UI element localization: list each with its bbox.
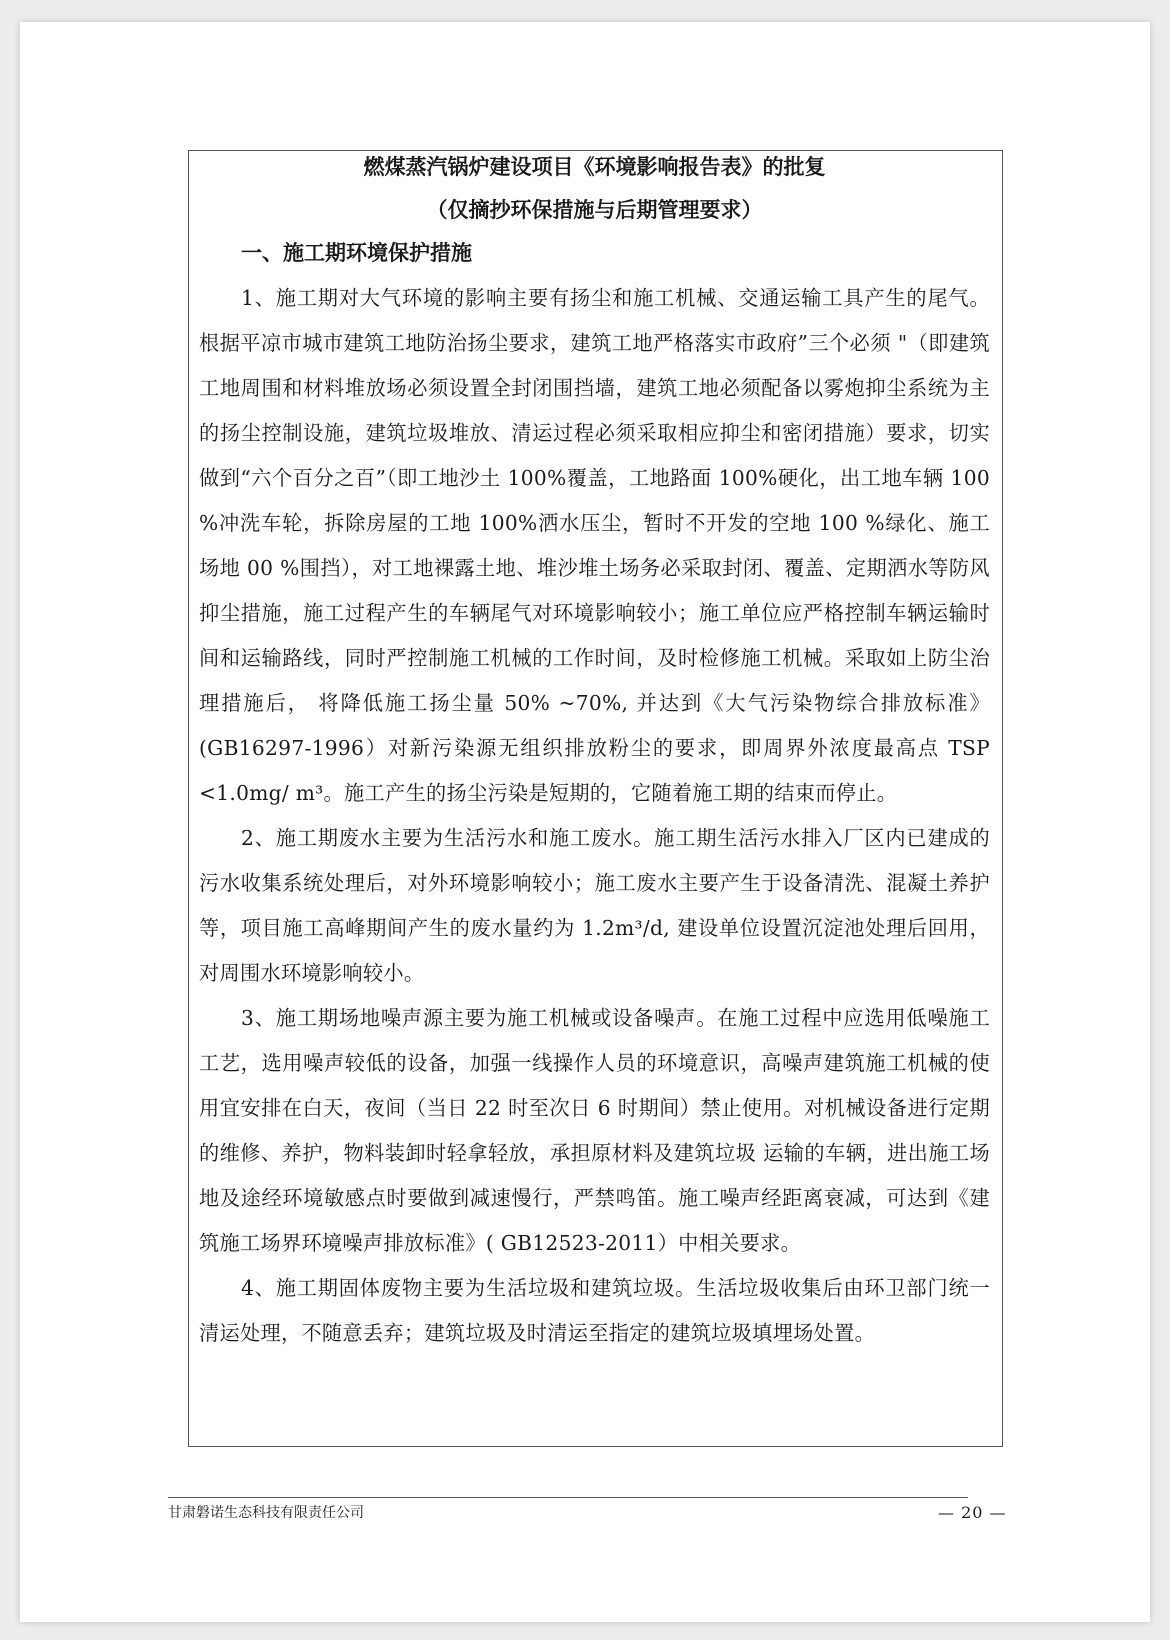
document-page: [20, 22, 1150, 1622]
paragraph-4: 4、施工期固体废物主要为生活垃圾和建筑垃圾。生活垃圾收集后由环卫部门统一清运处理，不随意丢弃；建筑垃圾及时清运至指定的建筑垃圾填埋场处置。: [199, 1276, 990, 1345]
paragraph-1: 1、施工期对大气环境的影响主要有扬尘和施工机械、交通运输工具产生的尾气。根据平凉市城市建筑工地防治扬尘要求，建筑工地严格落实市政府”三个必须 "（即建筑工地周围和材料堆放场必须设置全封闭围挡墙，建筑工地必须配备以雾炮抑尘系统为主的扬尘控制设施，建筑垃圾堆放、清运过程必须采取相应抑尘和密闭措施）要求，切实做到“六个百分之百”（即工地沙土 100%覆盖，工地路面 100%硬化，出工地车辆 100 %冲洗车轮，拆除房屋的工地 100%洒水压尘，暂时不开发的空地 100 %绿化、施工场地 00 %围挡），对工地裸露土地、堆沙堆土场务必采取封闭、覆盖、定期洒水等防风抑尘措施，施工过程产生的车辆尾气对环境影响较小；施工单位应严格控制车辆运输时间和运输路线，同时严控制施工机械的工作时间，及时检修施工机械。采取如上防尘治理措施后， 将降低施工扬尘量 50% ~70%, 并达到《大气污染物综合排放标准》(GB16297-1996）对新污染源无组织排放粉尘的要求，即周界外浓度最高点 TSP <1.0mg/ m³。施工产生的扬尘污染是短期的，它随着施工期的结束而停止。: [199, 286, 990, 805]
content-frame: [188, 150, 1003, 1447]
document-subtitle: （仅摘抄环保措施与后期管理要求）: [426, 197, 763, 222]
footer-divider: [168, 1497, 968, 1498]
paragraph-3: 3、施工期场地噪声源主要为施工机械或设备噪声。在施工过程中应选用低噪施工工艺，选用噪声较低的设备，加强一线操作人员的环境意识，高噪声建筑施工机械的使用宜安排在白天，夜间（当日 22 时至次日 6 时期间）禁止使用。对机械设备进行定期的维修、养护，物料装卸时轻拿轻放，承担原材料及建筑垃圾 运输的车辆，进出施工场地及途经环境敏感点时要做到减速慢行，严禁鸣笛。施工噪声经距离衰减，可达到《建筑施工场界环境噪声排放标准》( GB12523-2011）中相关要求。: [199, 1006, 990, 1255]
section-heading: 一、施工期环境保护措施: [241, 240, 472, 265]
document-title: 燃煤蒸汽锅炉建设项目《环境影响报告表》的批复: [363, 154, 826, 179]
page-number: — 20 —: [938, 1503, 1007, 1522]
footer-company: 甘肃磐诺生态科技有限责任公司: [168, 1505, 364, 1521]
paragraph-2: 2、施工期废水主要为生活污水和施工废水。施工期生活污水排入厂区内已建成的污水收集系统处理后，对外环境影响较小；施工废水主要产生于设备清洗、混凝土养护等，项目施工高峰期间产生的废水量约为 1.2m³/d, 建设单位设置沉淀池处理后回用，对周围水环境影响较小。: [199, 826, 990, 985]
